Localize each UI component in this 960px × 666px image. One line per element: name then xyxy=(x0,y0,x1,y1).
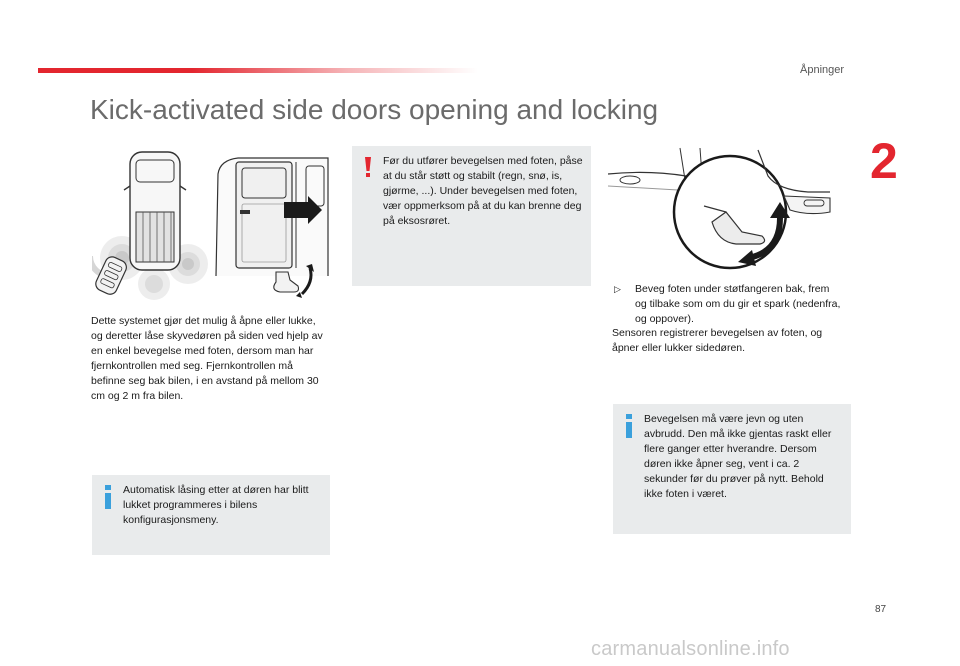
watermark: carmanualsonline.info xyxy=(591,638,790,660)
chapter-number: 2 xyxy=(870,133,898,189)
info-text-movement: Bevegelsen må være jevn og uten avbrudd. Den må ikke gjentas raskt eller flere ganger etter hverandre. Dersom døren ikke åpner seg, vent i ca. 2 sekunder før du prøver på nytt. Behold ikke foten i været. xyxy=(644,413,832,500)
warning-box xyxy=(352,146,591,286)
warning-text: Før du utfører bevegelsen med foten, påse at du står støtt og stabilt (regn, snø, is, gjørme, ...). Under bevegelsen med foten, vær oppmerksom på at du kan brenne deg på eksosrøret. xyxy=(383,155,583,227)
exclamation-icon xyxy=(362,156,374,178)
step-item xyxy=(612,282,842,327)
info-icon xyxy=(102,485,114,509)
sliding-door-illustration xyxy=(210,146,332,302)
info-box-movement xyxy=(613,404,851,534)
page-number: 87 xyxy=(875,604,887,615)
header-accent-bar xyxy=(38,68,478,73)
bumper-kick-illustration xyxy=(608,146,834,272)
van-top-view-illustration xyxy=(92,146,212,302)
sensor-paragraph: Sensoren registrerer bevegelsen av foten, og åpner eller lukker sidedøren. xyxy=(612,327,823,354)
step-text: Beveg foten under støtfangeren bak, frem og tilbake som om du gir et spark (nedenfra, og oppover). xyxy=(635,283,841,325)
info-box-auto-locking xyxy=(92,475,330,555)
page-title: Kick-activated side doors opening and locking xyxy=(90,94,659,125)
info-text-auto-locking: Automatisk låsing etter at døren har blitt lukket programmeres i bilens konfigurasjonsmeny. xyxy=(123,484,309,526)
section-title: Åpninger xyxy=(800,64,845,76)
info-icon xyxy=(623,414,635,438)
intro-paragraph: Dette systemet gjør det mulig å åpne eller lukke, og deretter låse skyvedøren på siden ved hjelp av en enkel bevegelse med foten, dersom man har fjernkontrollen med seg. Fjernkontrollen må befinne seg bak bilen, i en avstand på mellom 30 cm og 2 m fra bilen. xyxy=(91,315,323,402)
triangle-bullet-icon: ▷ xyxy=(614,284,621,294)
